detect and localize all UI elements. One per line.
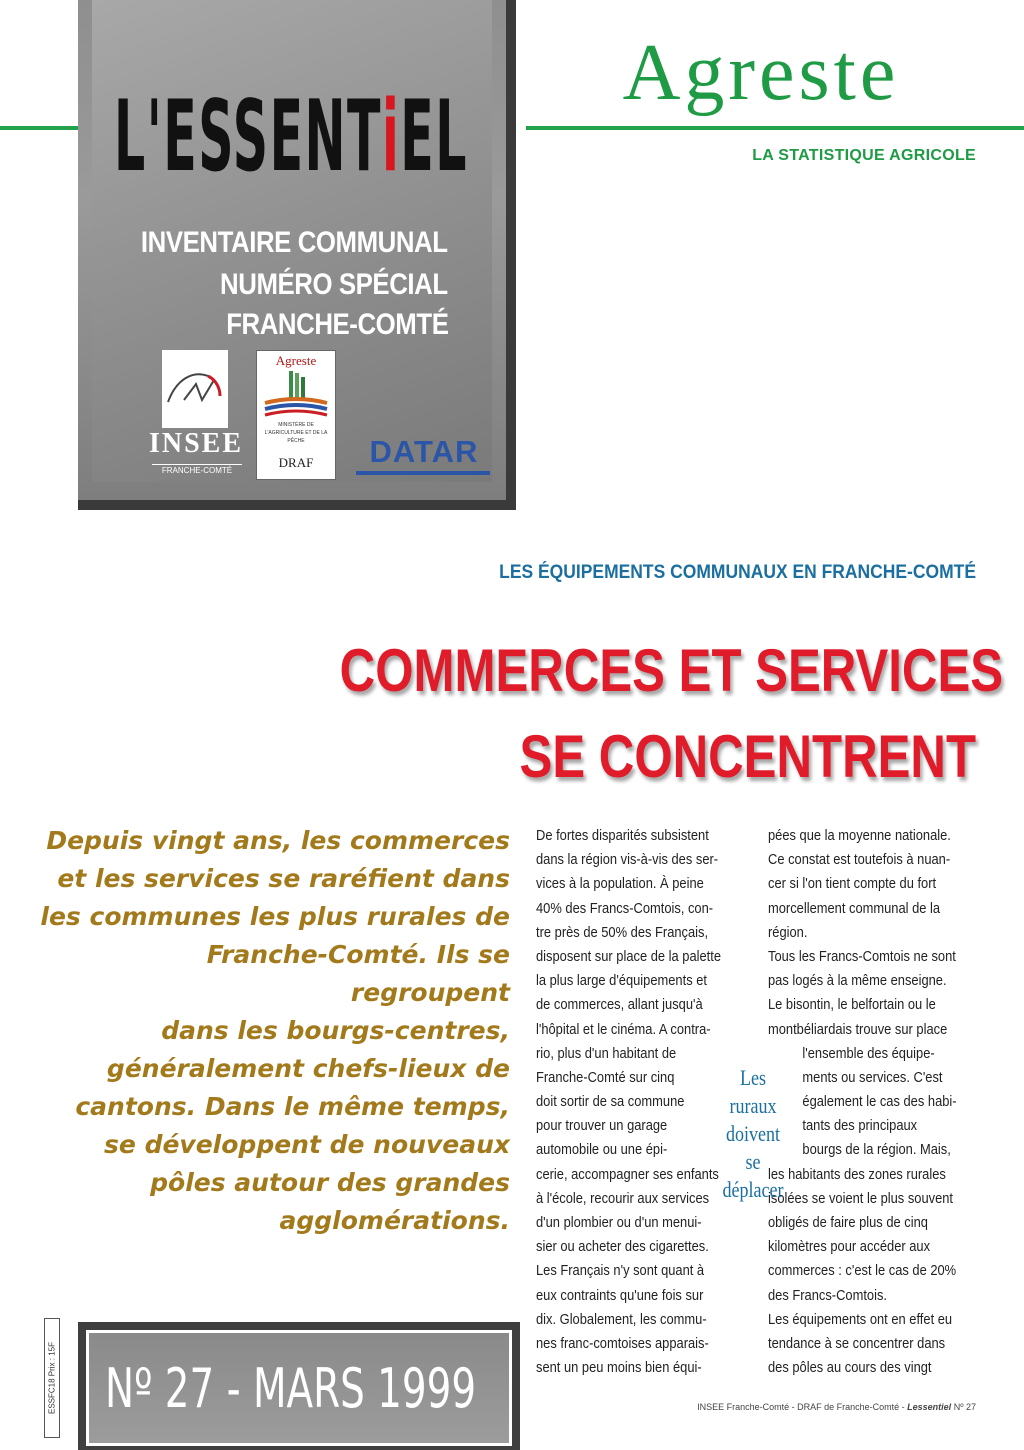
cover-subtitle-line: INVENTAIRE COMMUNAL: [141, 226, 448, 259]
intro-line: généralement chefs-lieux de: [106, 1054, 510, 1083]
agreste-title: Agreste: [622, 29, 900, 117]
agreste-tagline: LA STATISTIQUE AGRICOLE: [752, 147, 976, 164]
body-line: dans la région vis-à-vis des ser-: [536, 851, 719, 869]
body-line: 40% des Francs-Comtois, con-: [536, 899, 714, 917]
body-line: la plus large d'équipements et: [536, 972, 707, 990]
draf-label: DRAF: [278, 455, 314, 470]
cover-block: [78, 0, 516, 510]
body-column-2: [768, 824, 978, 1380]
body-line: automobile ou une épi-: [536, 1141, 668, 1159]
pull-quote-line: Les ruraux: [729, 1065, 777, 1118]
insee-subtitle: FRANCHE-COMTÉ: [152, 464, 242, 475]
body-line: Les équipements ont en effet eu: [768, 1310, 953, 1328]
intro-line: et les services se raréfient dans: [57, 864, 510, 893]
agreste-draf-logo: [256, 350, 336, 480]
body-line: tendance à se concentrer dans: [768, 1334, 946, 1352]
body-line: région.: [768, 923, 808, 941]
ministry-text: MINISTÈRE DE L'AGRICULTURE ET DE LA PÊCHE: [264, 422, 328, 444]
body-line: d'un plombier ou d'un menui-: [536, 1214, 702, 1231]
datar-underline: [356, 471, 490, 475]
body-line: tre près de 50% des Français,: [536, 923, 709, 941]
price-code-label: [44, 1318, 60, 1438]
body-line: également le cas des habi-: [802, 1093, 957, 1111]
body-line: obligés de faire plus de cinq: [768, 1214, 928, 1231]
body-line: l'hôpital et le cinéma. A contra-: [536, 1020, 711, 1038]
body-line: pas logés à la même enseigne.: [768, 972, 947, 990]
page-footer: [560, 1402, 976, 1412]
body-line: eux contraints qu'une fois sur: [536, 1286, 704, 1304]
section-heading: LES ÉQUIPEMENTS COMMUNAUX EN FRANCHE-COMTÉ: [499, 562, 976, 583]
body-line: des pôles au cours des vingt: [768, 1359, 932, 1377]
insee-logo-mark: [162, 350, 228, 428]
intro-line: cantons. Dans le même temps,: [75, 1092, 510, 1121]
insee-logo: [162, 350, 228, 428]
body-line: pées que la moyenne nationale.: [768, 827, 951, 844]
footer-text: INSEE Franche-Comté - DRAF de Franche-Comté -: [697, 1402, 908, 1412]
body-line: pour trouver un garage: [536, 1117, 668, 1135]
agreste-logo-title: Agreste: [275, 353, 317, 368]
body-line: Tous les Francs-Comtois ne sont: [768, 947, 956, 965]
body-line: tants des principaux: [802, 1117, 918, 1135]
intro-line: se développent de nouveaux: [104, 1130, 510, 1159]
body-line: kilomètres pour accéder aux: [768, 1238, 931, 1256]
body-line: Le bisontin, le belfortain ou le: [768, 996, 936, 1014]
insee-name: INSEE: [148, 428, 244, 459]
pull-quote-line: se déplacer: [722, 1149, 784, 1202]
body-line: disposent sur place de la palette: [536, 947, 722, 965]
body-line: morcellement communal de la: [768, 899, 941, 917]
body-line: les habitants des zones rurales: [768, 1165, 946, 1183]
body-line: montbéliardais trouve sur place: [768, 1020, 948, 1038]
body-line: sier ou acheter des cigarettes.: [536, 1238, 709, 1256]
footer-number: Nº 27: [951, 1402, 976, 1412]
body-line: De fortes disparités subsistent: [536, 827, 709, 844]
intro-line: dans les bourgs-centres,: [161, 1016, 510, 1045]
body-line: vices à la population. À peine: [536, 875, 704, 893]
body-line: dix. Globalement, les commu-: [536, 1310, 707, 1328]
footer-brand: Lessentiel: [907, 1402, 952, 1412]
main-title-line: COMMERCES ET SERVICES: [339, 637, 1004, 704]
intro-paragraph: [40, 822, 510, 1240]
body-line: doit sortir de sa commune: [536, 1093, 685, 1111]
body-line: Ce constat est toutefois à nuan-: [768, 851, 951, 869]
intro-line: agglomérations.: [279, 1206, 510, 1235]
datar-logo: DATAR: [369, 434, 479, 469]
cover-subtitle-line: FRANCHE-COMTÉ: [225, 308, 448, 341]
pull-quote-line: doivent: [725, 1121, 781, 1146]
body-line: nes franc-comtoises apparais-: [536, 1334, 709, 1352]
cover-panel: [92, 0, 492, 482]
intro-line: pôles autour des grandes: [150, 1168, 510, 1197]
issue-number: Nº 27 - MARS 1999: [105, 1357, 477, 1420]
intro-line: Depuis vingt ans, les commerces: [46, 826, 510, 855]
body-line: isolées se voient le plus souvent: [768, 1189, 954, 1207]
agreste-logo-mark: [261, 369, 331, 419]
body-line: à l'école, recourir aux services: [536, 1189, 710, 1207]
intro-line: les communes les plus rurales de: [40, 902, 510, 931]
body-line: sent un peu moins bien équi-: [536, 1359, 702, 1377]
cover-subtitle-line: NUMÉRO SPÉCIAL: [220, 268, 448, 301]
body-line: de commerces, allant jusqu'à: [536, 996, 703, 1014]
pull-quote: [714, 1064, 791, 1204]
body-line: cer si l'on tient compte du fort: [768, 875, 937, 893]
body-line: Franche-Comté sur cinq: [536, 1068, 675, 1086]
price-code-text: ESSFC18 Prix : 15F: [47, 1341, 57, 1415]
green-rule-left: [0, 126, 78, 130]
issue-box: [86, 1330, 512, 1446]
body-line: l'ensemble des équipe-: [802, 1044, 935, 1062]
intro-line: Franche-Comté. Ils se regroupent: [206, 940, 510, 1007]
body-line: rio, plus d'un habitant de: [536, 1044, 677, 1062]
publication-logo: L'ESSENTiEL: [114, 80, 468, 194]
body-line: Les Français n'y sont quant à: [536, 1262, 705, 1280]
body-line: cerie, accompagner ses enfants: [536, 1165, 719, 1183]
body-line: des Francs-Comtois.: [768, 1286, 888, 1304]
body-line: ments ou services. C'est: [802, 1068, 943, 1086]
body-line: commerces : c'est le cas de 20%: [768, 1262, 957, 1280]
body-line: bourgs de la région. Mais,: [802, 1141, 951, 1159]
main-title-line: SE CONCENTRENT: [519, 723, 976, 790]
